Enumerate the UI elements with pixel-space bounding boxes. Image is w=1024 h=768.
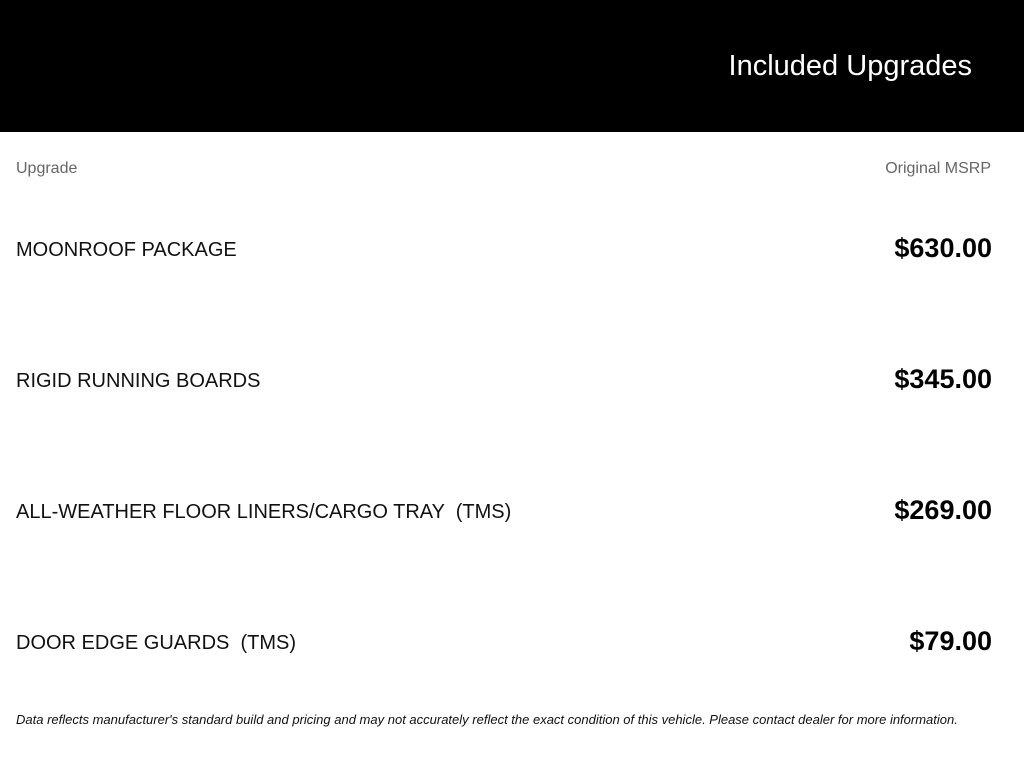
column-header-upgrade: Upgrade bbox=[16, 160, 78, 177]
disclaimer-text: Data reflects manufacturer's standard build and pricing and may not accurately reflect the exact condition of this vehicle. Please contact dealer for more information. bbox=[16, 712, 958, 727]
upgrade-price: $79.00 bbox=[909, 626, 992, 656]
upgrade-name: DOOR EDGE GUARDS (TMS) bbox=[16, 632, 297, 654]
upgrade-price: $630.00 bbox=[894, 233, 992, 263]
upgrade-row bbox=[16, 626, 992, 662]
upgrade-row bbox=[16, 495, 992, 531]
upgrade-price: $345.00 bbox=[894, 364, 992, 394]
upgrade-name: RIGID RUNNING BOARDS bbox=[16, 370, 261, 392]
column-header-msrp: Original MSRP bbox=[885, 160, 991, 177]
upgrade-row bbox=[16, 364, 992, 400]
column-headers bbox=[16, 160, 991, 180]
upgrade-name: ALL-WEATHER FLOOR LINERS/CARGO TRAY (TMS) bbox=[16, 501, 512, 523]
upgrade-row bbox=[16, 233, 992, 269]
upgrade-price: $269.00 bbox=[894, 495, 992, 525]
page-header bbox=[0, 0, 1024, 132]
upgrade-name: MOONROOF PACKAGE bbox=[16, 239, 237, 261]
page-title: Included Upgrades bbox=[728, 50, 972, 82]
